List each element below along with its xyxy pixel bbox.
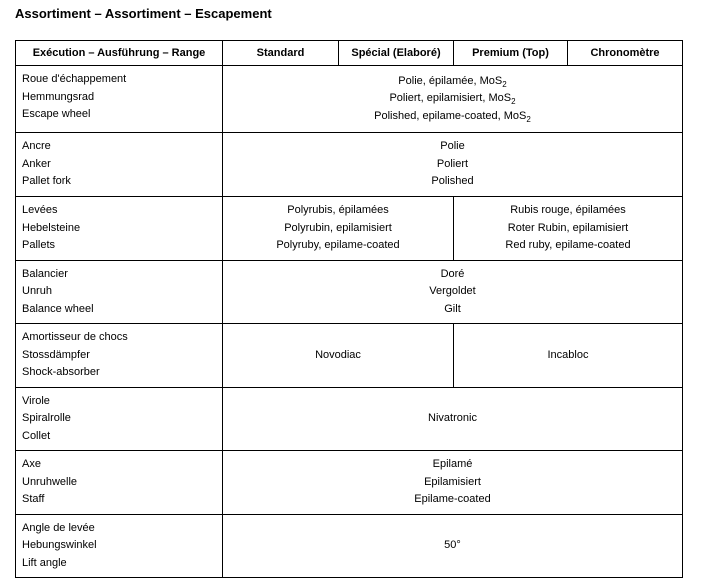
row-pallet-fork bbox=[16, 133, 683, 197]
row-label: Axe Unruhwelle Staff bbox=[16, 451, 223, 515]
row-balance-wheel bbox=[16, 260, 683, 324]
row-label: Balancier Unruh Balance wheel bbox=[16, 260, 223, 324]
value-all-ranges: Epilamé Epilamisiert Epilame-coated bbox=[223, 451, 683, 515]
escapement-table bbox=[15, 40, 683, 578]
row-collet bbox=[16, 387, 683, 451]
row-label: Virole Spiralrolle Collet bbox=[16, 387, 223, 451]
row-shock-absorber bbox=[16, 324, 683, 388]
value-all-ranges: Doré Vergoldet Gilt bbox=[223, 260, 683, 324]
header-chronometre: Chronomètre bbox=[568, 41, 683, 66]
header-range: Exécution – Ausführung – Range bbox=[16, 41, 223, 66]
value-standard-special: Novodiac bbox=[223, 324, 454, 388]
value-all-ranges: Polie Poliert Polished bbox=[223, 133, 683, 197]
header-special: Spécial (Elaboré) bbox=[339, 41, 454, 66]
row-label: Levées Hebelsteine Pallets bbox=[16, 197, 223, 261]
value-all-ranges: 50° bbox=[223, 514, 683, 578]
value-standard-special: Polyrubis, épilamées Polyrubin, epilamisiert Polyruby, epilame-coated bbox=[223, 197, 454, 261]
header-premium: Premium (Top) bbox=[454, 41, 568, 66]
row-staff bbox=[16, 451, 683, 515]
row-escape-wheel bbox=[16, 66, 683, 133]
value-all-ranges: Polie, épilamée, MoS$_2$ Poliert, epilamisiert, MoS$_2$ Polished, epilame-coated, MoS$_2$ bbox=[223, 66, 683, 133]
value-premium-chronometre: Rubis rouge, épilamées Roter Rubin, epilamisiert Red ruby, epilame-coated bbox=[454, 197, 683, 261]
row-label: Roue d'échappement Hemmungsrad Escape wheel bbox=[16, 66, 223, 133]
value-premium-chronometre: Incabloc bbox=[454, 324, 683, 388]
row-label: Amortisseur de chocs Stossdämpfer Shock-absorber bbox=[16, 324, 223, 388]
page-title: Assortiment – Assortiment – Escapement bbox=[15, 6, 272, 21]
row-label: Ancre Anker Pallet fork bbox=[16, 133, 223, 197]
row-label: Angle de levée Hebungswinkel Lift angle bbox=[16, 514, 223, 578]
header-standard: Standard bbox=[223, 41, 339, 66]
header-row bbox=[16, 41, 683, 66]
value-all-ranges: Nivatronic bbox=[223, 387, 683, 451]
row-lift-angle bbox=[16, 514, 683, 578]
row-pallets bbox=[16, 197, 683, 261]
